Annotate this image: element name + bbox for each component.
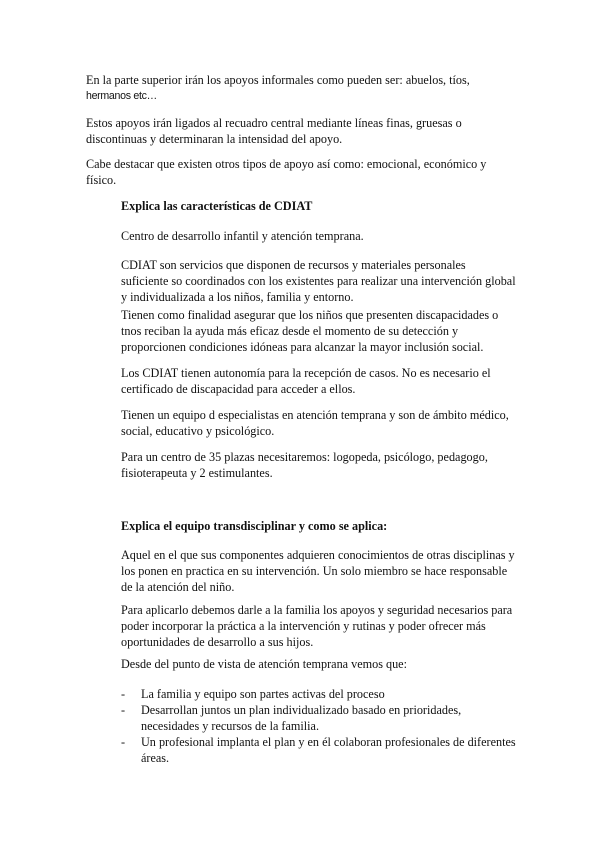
section1-paragraph-3 xyxy=(121,307,498,355)
text-line: discontinuas y determinaran la intensidad del apoyo. xyxy=(86,132,343,146)
text-line: Un profesional implanta el plan y en él colaboran profesionales de diferentes xyxy=(141,735,516,749)
section-heading-transdisciplinar: Explica el equipo transdisciplinar y como se aplica: xyxy=(121,519,388,533)
text-line: suficiente so coordinados con los existentes para realizar una intervención global xyxy=(121,274,516,288)
text-line: Los CDIAT tienen autonomía para la recepción de casos. No es necesario el xyxy=(121,366,491,380)
text-line: proporcionen condiciones idóneas para alcanzar la mayor inclusión social. xyxy=(121,340,484,354)
text-line: Aquel en el que sus componentes adquieren conocimientos de otras disciplinas y xyxy=(121,548,515,562)
text-line: los ponen en practica en su intervención. Un solo miembro se hace responsable xyxy=(121,564,508,578)
list-item xyxy=(121,702,516,734)
text-line: y individualizada a los niños, familia y entorno. xyxy=(121,290,354,304)
text-line: de la atención del niño. xyxy=(121,580,235,594)
section2-paragraph-2 xyxy=(121,602,512,650)
bullet-list xyxy=(121,686,516,766)
text-line: En la parte superior irán los apoyos informales como pueden ser: abuelos, tíos, xyxy=(86,73,470,87)
text-line: Tienen como finalidad asegurar que los niños que presenten discapacidades o xyxy=(121,308,499,322)
text-line: áreas. xyxy=(141,751,170,765)
text-line: fisioterapeuta y 2 estimulantes. xyxy=(121,466,273,480)
text-line: social, educativo y psicológico. xyxy=(121,424,275,438)
intro-paragraph-1 xyxy=(86,72,470,104)
text-line: Estos apoyos irán ligados al recuadro central mediante líneas finas, gruesas o xyxy=(86,116,462,130)
text-line: hermanos etc… xyxy=(86,90,157,102)
text-line: tnos reciban la ayuda más eficaz desde el momento de su detección y xyxy=(121,324,459,338)
text-line: poder incorporar la práctica a la intervención y rutinas y poder ofrecer más xyxy=(121,619,486,633)
text-line: Para un centro de 35 plazas necesitaremos: logopeda, psicólogo, pedagogo, xyxy=(121,450,488,464)
text-line: necesidades y recursos de la familia. xyxy=(141,719,319,733)
text-line: Para aplicarlo debemos darle a la familia los apoyos y seguridad necesarios para xyxy=(121,603,513,617)
section2-paragraph-1 xyxy=(121,547,515,595)
bullet-dash: - xyxy=(121,687,126,701)
text-line: Cabe destacar que existen otros tipos de apoyo así como: emocional, económico y xyxy=(86,157,487,171)
section1-paragraph-1: Centro de desarrollo infantil y atención temprana. xyxy=(121,229,364,243)
text-line: oportunidades de desarrollo a sus hijos. xyxy=(121,635,314,649)
text-line: físico. xyxy=(86,173,117,187)
text-line: Tienen un equipo d especialistas en atención temprana y son de ámbito médico, xyxy=(121,408,509,422)
section1-paragraph-2 xyxy=(121,257,516,305)
section1-paragraph-4 xyxy=(121,365,491,397)
text-line: Desarrollan juntos un plan individualizado basado en prioridades, xyxy=(141,703,462,717)
section1-paragraph-5 xyxy=(121,407,509,439)
list-item xyxy=(121,686,516,702)
bullet-dash: - xyxy=(121,735,126,749)
intro-paragraph-3 xyxy=(86,156,486,188)
text-line: certificado de discapacidad para acceder a ellos. xyxy=(121,382,356,396)
text-line: La familia y equipo son partes activas del proceso xyxy=(141,687,385,701)
section-heading-cdiat: Explica las características de CDIAT xyxy=(121,199,313,213)
list-item xyxy=(121,734,516,766)
section1-paragraph-6 xyxy=(121,449,488,481)
section2-paragraph-3: Desde del punto de vista de atención temprana vemos que: xyxy=(121,657,407,671)
text-line: CDIAT son servicios que disponen de recursos y materiales personales xyxy=(121,258,466,272)
intro-paragraph-2 xyxy=(86,115,462,147)
bullet-dash: - xyxy=(121,703,126,717)
